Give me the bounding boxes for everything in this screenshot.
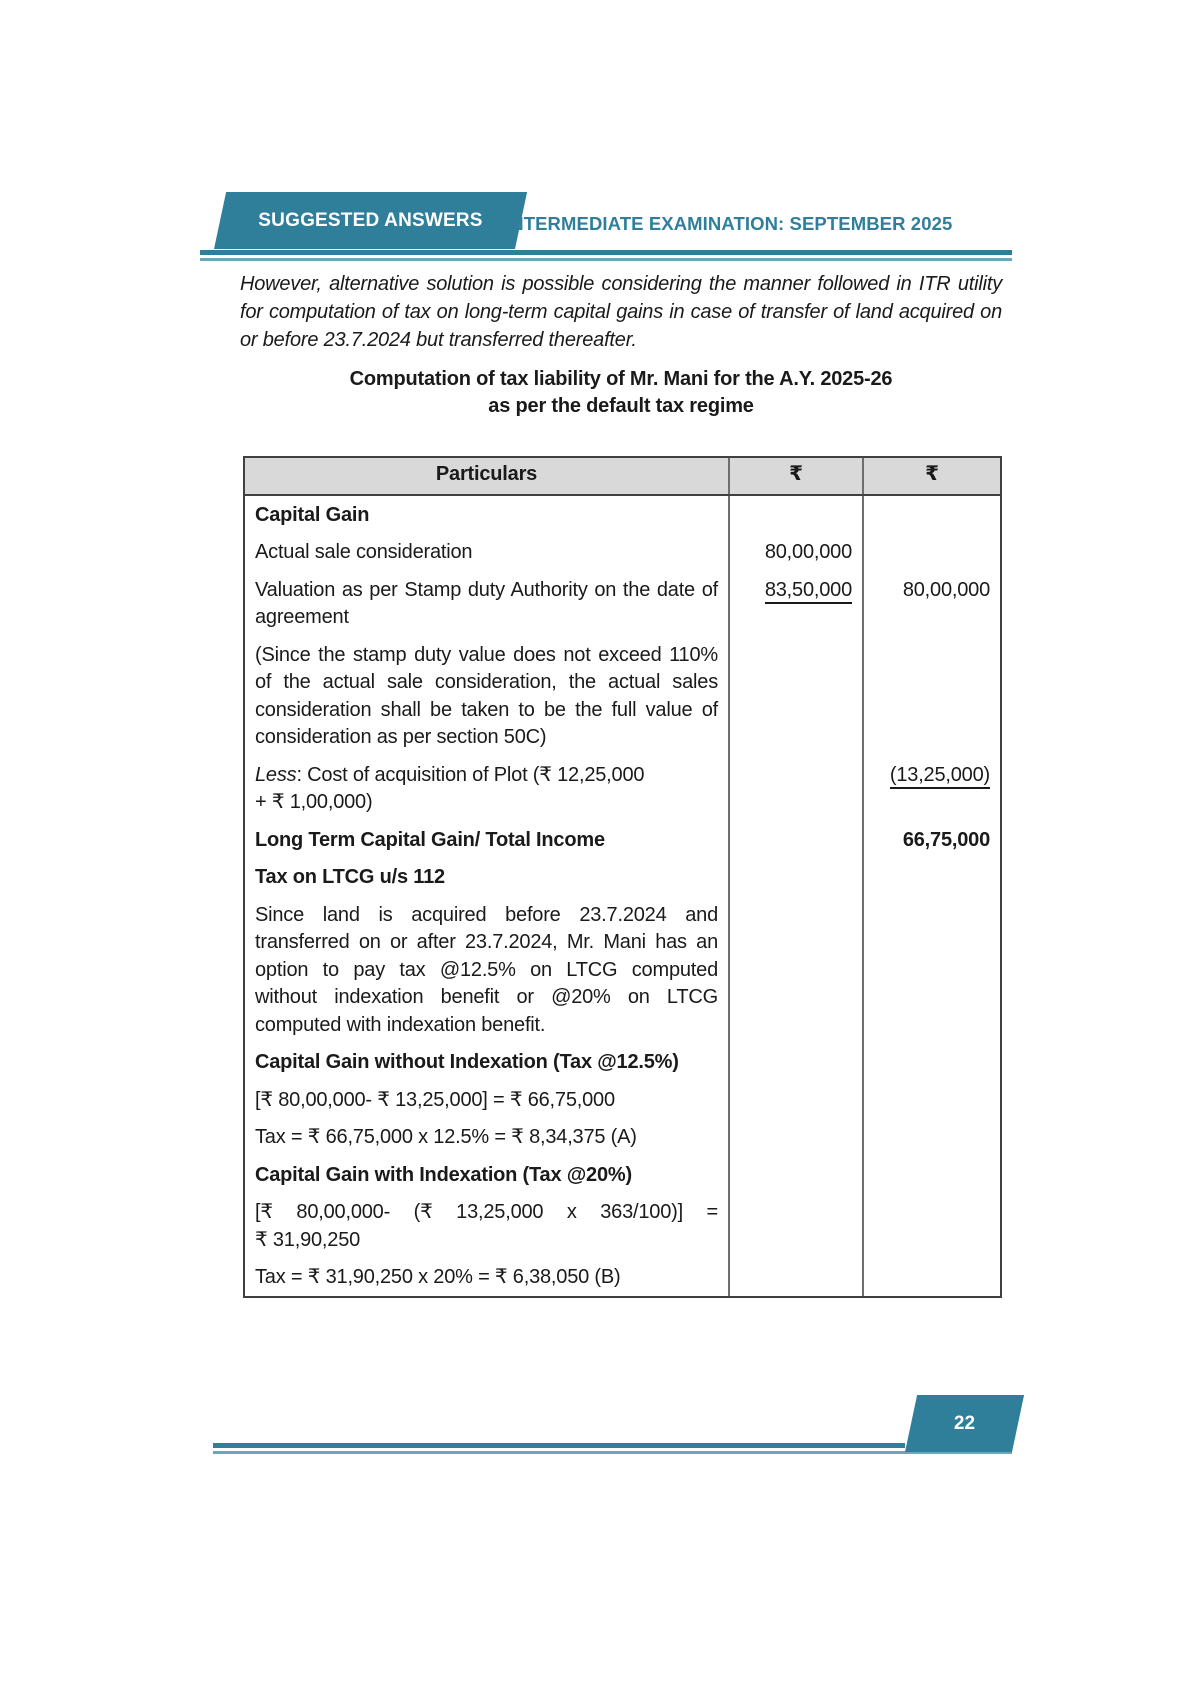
particulars-cell: [₹ 80,00,000- (₹ 13,25,000 x 363/100)] = ₹ 31,90,250	[245, 1193, 730, 1258]
particulars-cell: Tax = ₹ 66,75,000 x 12.5% = ₹ 8,34,375 (A)	[245, 1118, 730, 1156]
amount-cell	[864, 1193, 1000, 1258]
table-body	[245, 496, 1000, 1296]
table-header-row	[245, 458, 1000, 496]
amount-cell	[864, 858, 1000, 896]
particulars-cell: Valuation as per Stamp duty Authority on the date of agreement	[245, 571, 730, 636]
amount-cell	[730, 1118, 864, 1156]
amount-cell: 80,00,000	[730, 533, 864, 571]
table-row	[245, 1156, 1000, 1194]
amount-cell: 66,75,000	[902, 828, 990, 851]
page-number: 22	[953, 1412, 976, 1434]
amount-cell	[864, 533, 1000, 571]
amount-cell	[730, 1258, 864, 1296]
amount-cell	[730, 756, 864, 821]
table-heading	[240, 366, 1002, 420]
header-rule-thin	[200, 258, 1012, 261]
particulars-cell: [₹ 80,00,000- ₹ 13,25,000] = ₹ 66,75,000	[245, 1081, 730, 1119]
amount-cell	[864, 1258, 1000, 1296]
table-row	[245, 571, 1000, 636]
particulars-cell: Capital Gain	[245, 496, 730, 534]
table-row	[245, 533, 1000, 571]
header-rule-thick	[200, 250, 1012, 255]
table-row	[245, 496, 1000, 534]
footer-rule-thin	[213, 1451, 1012, 1454]
exam-title: INTERMEDIATE EXAMINATION: SEPTEMBER 2025	[505, 213, 953, 234]
table-row	[245, 1118, 1000, 1156]
particulars-cell: Capital Gain without Indexation (Tax @12.5%)	[245, 1043, 730, 1081]
intro-paragraph: However, alternative solution is possible considering the manner followed in ITR utility for computation of tax on long-term capital gains in case of transfer of land acquired on or before 23.7.2024 but transferred thereafter.	[240, 273, 1002, 351]
particulars-cell: Actual sale consideration	[245, 533, 730, 571]
amount-cell	[730, 821, 864, 859]
amount-cell	[730, 1193, 864, 1258]
particulars-cell: Tax = ₹ 31,90,250 x 20% = ₹ 6,38,050 (B)	[245, 1258, 730, 1296]
table-row	[245, 1258, 1000, 1296]
table-row	[245, 1043, 1000, 1081]
column-header-particulars: Particulars	[245, 458, 730, 494]
amount-cell	[864, 1043, 1000, 1081]
amount-cell	[730, 858, 864, 896]
amount-cell	[730, 1081, 864, 1119]
table-row	[245, 1081, 1000, 1119]
amount-cell: 83,50,000	[730, 571, 864, 636]
particulars-cell: (Since the stamp duty value does not exceed 110% of the actual sale consideration, the actual sales consideration shall be taken to be the full value of consideration as per section 50C)	[245, 636, 730, 756]
table-row	[245, 858, 1000, 896]
computation-table	[243, 456, 1002, 1298]
footer-rule-thick	[213, 1443, 905, 1448]
amount-cell	[864, 1156, 1000, 1194]
table-row	[245, 636, 1000, 756]
amount-cell	[730, 1043, 864, 1081]
amount-cell	[864, 496, 1000, 534]
amount-cell	[864, 1118, 1000, 1156]
table-row	[245, 896, 1000, 1044]
amount-cell	[864, 896, 1000, 1044]
particulars-cell: Tax on LTCG u/s 112	[245, 858, 730, 896]
banner-label: SUGGESTED ANSWERS	[258, 209, 483, 231]
particulars-cell: Long Term Capital Gain/ Total Income	[245, 821, 730, 859]
table-heading-line1: Computation of tax liability of Mr. Mani for the A.Y. 2025-26	[349, 368, 893, 390]
particulars-cell: Capital Gain with Indexation (Tax @20%)	[245, 1156, 730, 1194]
amount-cell	[864, 636, 1000, 756]
column-header-amount-1: ₹	[730, 458, 864, 494]
table-row	[245, 821, 1000, 859]
table-row	[245, 1193, 1000, 1258]
column-header-amount-2: ₹	[925, 463, 939, 485]
amount-cell	[730, 636, 864, 756]
amount-cell	[730, 496, 864, 534]
particulars-cell: Since land is acquired before 23.7.2024 and transferred on or after 23.7.2024, Mr. Mani has an option to pay tax @12.5% on LTCG computed without indexation benefit or @20% on LTCG computed with indexation benefit.	[245, 896, 730, 1044]
amount-cell	[864, 1081, 1000, 1119]
amount-cell	[730, 896, 864, 1044]
table-row	[245, 756, 1000, 821]
amount-cell	[730, 1156, 864, 1194]
amount-cell: (13,25,000)	[864, 756, 1000, 821]
amount-cell: 80,00,000	[902, 578, 990, 601]
particulars-cell: Less: Cost of acquisition of Plot (₹ 12,25,000 + ₹ 1,00,000)	[245, 756, 730, 821]
table-heading-line2: as per the default tax regime	[488, 395, 754, 417]
